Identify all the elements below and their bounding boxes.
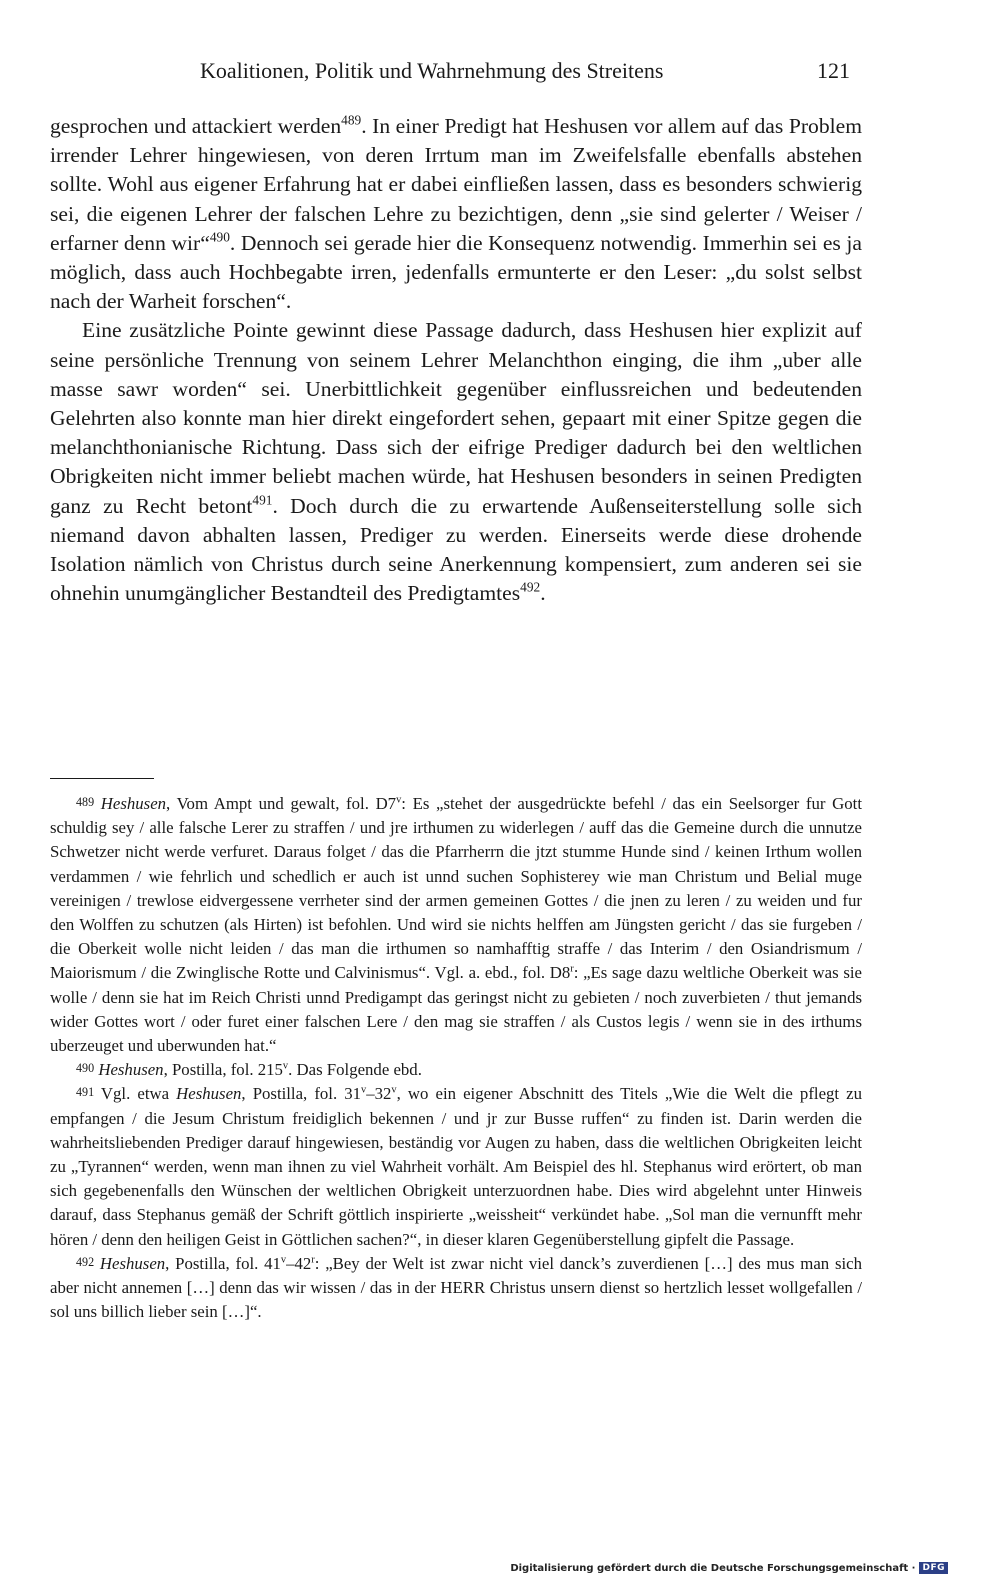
footnote-text: : „Bey der Welt ist zwar nicht viel danck’s zuverdienen […] des mus man sich aber nicht annemen […] denn das wir wissen / das in der HERR Christus unsern dienst so hertzlich lesset wollgefallen / sol uns billich lieber sein […]“. <box>50 1253 862 1322</box>
folio-side: v <box>391 1084 397 1096</box>
text-run: . <box>540 581 546 606</box>
text-run: gesprochen und attackiert werden <box>50 114 342 138</box>
dfg-logo-icon: DFG <box>919 1562 948 1574</box>
footnote-text: : Es „stehet der ausgedrückte befehl / das ein Seelsorger fur Gott schuldig sey / alle falsche Lerer zu straffen / und jre irthumen zu widerlegen / auff das die Gemeine durch die unnutze Schwetzer nicht werde verfuret. Daraus folget / das die Pfarrherrn die jtzt stumme Hunde sind / keinen Irthum wollen verdammen / wie fehrlich und schedlich er auch ist unnd suchen Sophisterey wie man Christum und Belial muge vereinigen / trewlose eidvergessene verrheter sind der armen gemeinen Gottes / die jnen zu leren / zu weiden und fur den Wolffen zu schutzen (als Hirten) ist befohlen. Und wird sie nichts helffen am Jüngsten gericht / das sie furgeben / die Oberkeit wolle nicht leiden / das man die irthumen so namhafftig straffe / das Interim / den Osiandrismum / Maiorismum / die Zwinglische Rotte und Calvinismus“. Vgl. a. ebd., fol. D8 <box>50 794 862 983</box>
digitization-credit <box>510 1562 948 1574</box>
footnote-text: . Das Folgende ebd. <box>288 1060 422 1080</box>
footnote-number: 490 <box>76 1061 95 1076</box>
folio-side: r <box>311 1254 315 1266</box>
footnote-text: –32 <box>366 1084 392 1104</box>
footnote-text: , Postilla, fol. 31 <box>241 1084 362 1104</box>
footnote-text: Vgl. etwa <box>100 1084 177 1104</box>
footnote-text: –42 <box>286 1253 312 1273</box>
footnote-490 <box>50 1058 862 1082</box>
footnote-text: , wo ein eigener Abschnitt des Titels „Wie die Welt die pflegt zu empfangen / die Jesum Christum freidiglich bekennen / und jr zur Busse ruffen“ zu finden ist. Darin werden die wahrheitsliebenden Prediger darauf hingewiesen, beständig vor Augen zu haben, dass die weltlichen Obrigkeiten leicht zu „Tyrannen“ werden, wenn man ihnen zu viel Wahrheit vorhält. Am Beispiel des hl. Stephanus wird erörtert, ob man sich gegebenenfalls den Wünschen der weltlichen Obrigkeit unterzuordnen habe. Dies wird abgelehnt unter Hinweis darauf, dass Stephanus gemäß der Schrift göttlich inspirierte „weissheit“ verkündet habe. „Sol man die vernunfft mehr hören / denn den heiligen Geist in Göttlichen sachen?“, in dieser klaren Gegenüberstellung gipfelt die Passage. <box>50 1084 862 1249</box>
page-number: 121 <box>817 58 850 83</box>
folio-side: v <box>280 1254 287 1266</box>
footnotes <box>50 792 862 1324</box>
footnote-text: : „Es sage dazu weltliche Oberkeit was sie wolle / denn sie hat im Reich Christi unnd Predigampt das geringst nicht zu gebieten / noch zuverbieten / thut jemands wider Gottes wort / oder furet einer falschen Lere / den mag sie straffen / als Custos legis / wenn sie in des irthums uberzeuget und uberwunden hat.“ <box>50 963 862 1056</box>
footnote-number: 491 <box>76 1085 95 1100</box>
footnote-author: Heshusen <box>176 1084 242 1104</box>
footnote-number: 492 <box>76 1254 95 1269</box>
credit-text: Digitalisierung gefördert durch die Deutsche Forschungsgemeinschaft · <box>510 1562 916 1574</box>
folio-side: v <box>396 794 402 806</box>
paragraph-2 <box>50 316 862 608</box>
main-text <box>50 112 862 608</box>
footnote-text: , Postilla, fol. 41 <box>165 1253 281 1273</box>
running-title: Koalitionen, Politik und Wahrnehmung des Streitens <box>200 58 664 83</box>
footnote-author: Heshusen <box>100 794 167 813</box>
paragraph-1 <box>50 112 862 316</box>
footnote-number: 489 <box>76 794 95 809</box>
footnote-author: Heshusen <box>98 1060 164 1080</box>
folio-side: v <box>282 1060 289 1072</box>
text-run: . Dennoch sei gerade hier die Konsequenz notwendig. Immerhin sei es ja möglich, dass auch Hochbegabte irren, jedenfalls ermunterte er den Leser: „du solst selbst nach der Warheit forschen“. <box>50 230 862 314</box>
footnote-ref-491[interactable]: 491 <box>252 492 273 508</box>
footnote-separator <box>50 778 154 779</box>
text-run: . In einer Predigt hat Heshusen vor allem auf das Problem irrender Lehrer hingewiesen, von deren Irrtum man im Zweifelsfalle ebenfalls abstehen sollte. Wohl aus eigener Erfahrung hat er dabei einfließen lassen, dass es besonders schwierig sei, die eigenen Lehrer der falschen Lehre zu bezichtigen, denn „sie sind gelerter / Weiser / erfarner denn wir“ <box>50 114 862 255</box>
text-run: . Doch durch die zu erwartende Außenseiterstellung solle sich niemand davon abhalten lassen, Prediger zu werden. Einerseits werde diese drohende Isolation nämlich von Christus durch seine Anerkennung kompensiert, zum anderen sei sie ohnehin unumgänglicher Bestandteil des Predigtamtes <box>50 493 862 606</box>
footnote-489 <box>50 792 862 1058</box>
folio-side: v <box>361 1084 367 1096</box>
footnote-ref-489[interactable]: 489 <box>341 112 362 128</box>
footnote-492 <box>50 1252 862 1325</box>
footnote-text: , Postilla, fol. 215 <box>163 1060 283 1080</box>
text-run: Eine zusätzliche Pointe gewinnt diese Passage dadurch, dass Heshusen hier explizit auf seine persönliche Trennung von seinem Lehrer Melanchthon einging, die ihm „uber alle masse sawr worden“ sei. Unerbittlichkeit gegenüber einflussreichen und bedeutenden Gelehrten also konnte man hier direkt eingefordert sehen, gepaart mit einer Spitze gegen die melanchthonianische Richtung. Dass sich der eifrige Prediger dadurch bei den weltlichen Obrigkeiten nicht immer beliebt machen würde, hat Heshusen besonders in seinen Predigten ganz zu Recht betont <box>50 318 862 518</box>
footnote-ref-492[interactable]: 492 <box>520 579 541 595</box>
footnote-author: Heshusen <box>99 1253 166 1273</box>
footnote-text: , Vom Ampt und gewalt, fol. D7 <box>166 794 397 813</box>
footnote-ref-490[interactable]: 490 <box>209 229 230 245</box>
footnote-491 <box>50 1082 862 1251</box>
folio-side: r <box>570 963 574 975</box>
